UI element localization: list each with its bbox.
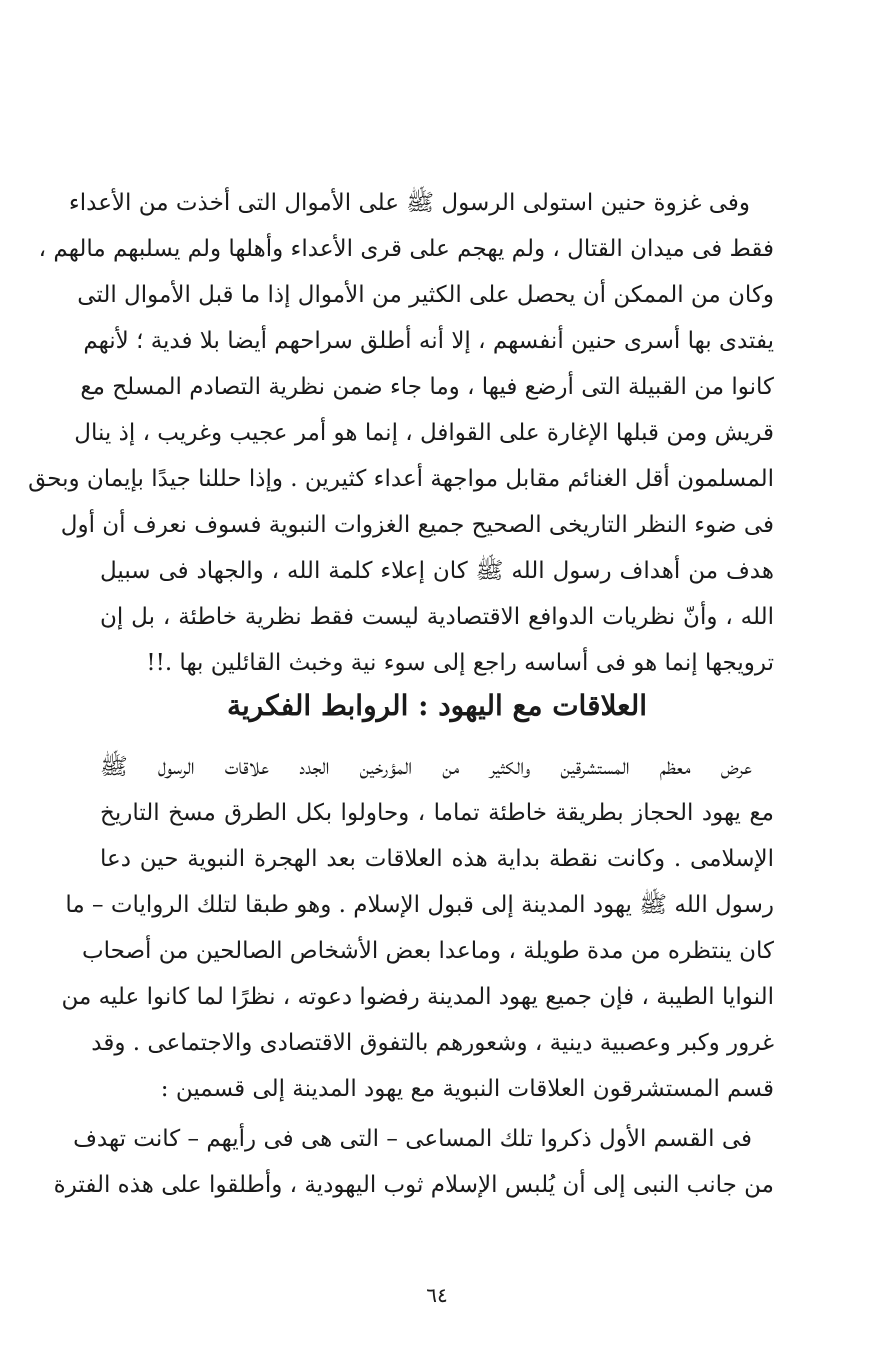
text-line: مع يهود الحجاز بطريقة خاطئة تماما ، وحاولوا بكل الطرق مسخ التاريخ <box>100 800 774 826</box>
text-line: قريش ومن قبلها الإغارة على القوافل ، إنما هو أمر عجيب وغريب ، إذ ينال <box>74 420 774 446</box>
text-line: وفى غزوة حنين استولى الرسول ﷺ على الأموال التى أخذت من الأعداء <box>68 190 750 216</box>
paragraph-jewish-relations <box>61 744 774 1112</box>
text-line: النوايا الطيبة ، فإن جميع يهود المدينة رفضوا دعوته ، نظرًا لما كانوا عليه من <box>61 984 774 1010</box>
text-line: قسم المستشرقون العلاقات النبوية مع يهود المدينة إلى قسمين : <box>160 1076 774 1102</box>
paragraph-hunayn-campaign <box>28 180 774 686</box>
text-line: رسول الله ﷺ يهود المدينة إلى قبول الإسلام . وهو طبقا لتلك الروايات – ما <box>65 892 774 918</box>
text-line: فى ضوء النظر التاريخى الصحيح جميع الغزوات النبوية فسوف نعرف أن أول <box>60 512 774 538</box>
text-line: عرض معظم المستشرقين والكثير من المؤرخين الجدد علاقات الرسول ﷺ <box>100 754 752 780</box>
text-line: يفتدى بها أسرى حنين أنفسهم ، إلا أنه أطلق سراحهم أيضا بلا فدية ؛ لأنهم <box>83 328 774 354</box>
text-line: وكان من الممكن أن يحصل على الكثير من الأموال إذا ما قبل الأموال التى <box>77 282 774 308</box>
book-page <box>28 0 774 1371</box>
text-line: كان ينتظره من مدة طويلة ، وماعدا بعض الأشخاص الصالحين من أصحاب <box>81 938 774 964</box>
paragraph-first-section <box>53 1116 774 1208</box>
text-line: الله ، وأنّ نظريات الدوافع الاقتصادية ليست فقط نظرية خاطئة ، بل إن <box>100 604 774 630</box>
text-line: كانوا من القبيلة التى أرضع فيها ، وما جاء ضمن نظرية التصادم المسلح مع <box>80 374 774 400</box>
text-line: الإسلامى . وكانت نقطة بداية هذه العلاقات بعد الهجرة النبوية حين دعا <box>100 846 774 872</box>
section-heading: العلاقات مع اليهود : الروابط الفكرية <box>227 689 647 722</box>
text-line: فقط فى ميدان القتال ، ولم يهجم على قرى الأعداء وأهلها ولم يسلبهم مالهم ، <box>38 236 774 262</box>
text-line: غرور وكبر وعصبية دينية ، وشعورهم بالتفوق الاقتصادى والاجتماعى . وقد <box>91 1030 774 1056</box>
text-line: المسلمون أقل الغنائم مقابل مواجهة أعداء كثيرين . وإذا حللنا جيدًا بإيمان وبحق <box>28 466 774 492</box>
text-line: ترويجها إنما هو فى أساسه راجع إلى سوء نية وخبث القائلين بها .!! <box>146 650 774 676</box>
text-line: فى القسم الأول ذكروا تلك المساعى – التى هى فى رأيهم – كانت تهدف <box>73 1126 752 1152</box>
text-line: من جانب النبى إلى أن يُلبس الإسلام ثوب اليهودية ، وأطلقوا على هذه الفترة <box>53 1172 774 1198</box>
page-number: ٦٤ <box>426 1283 448 1307</box>
text-line: هدف من أهداف رسول الله ﷺ كان إعلاء كلمة الله ، والجهاد فى سبيل <box>100 558 774 584</box>
